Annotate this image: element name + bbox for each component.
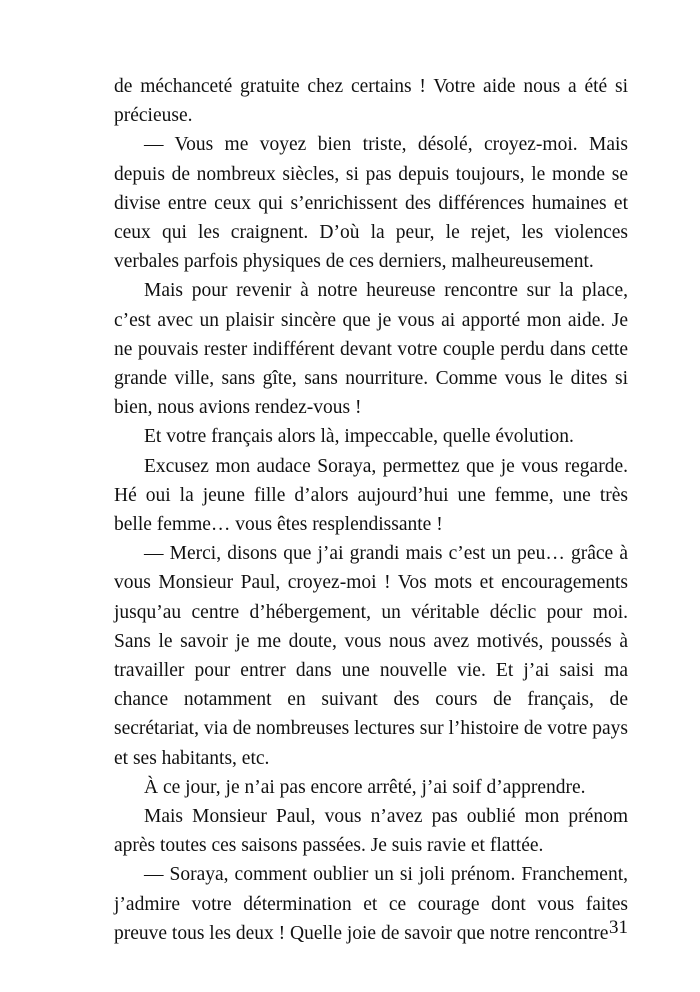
paragraph: Mais pour revenir à notre heureuse rencontre sur la place, c’est avec un plaisir sincère que je vous ai apporté mon aide. Je ne pouvais rester indifférent devant votre couple perdu dans cette grande ville, sans gîte, sans nourriture. Comme vous le dites si bien, nous avions rendez-vous ! — [114, 280, 628, 419]
paragraph: de méchanceté gratuite chez certains ! Votre aide nous a été si précieuse. — [114, 76, 628, 127]
paragraph: Excusez mon audace Soraya, permettez que je vous regarde. Hé oui la jeune fille d’alors aujourd’hui une femme, une très belle femme… vous êtes resplendissante ! — [114, 455, 628, 536]
paragraph: — Soraya, comment oublier un si joli prénom. Franchement, j’admire votre détermination et ce courage dont vous faites preuve tous les deux ! Quelle joie de savoir que notre rencontre — [114, 864, 628, 944]
page-number: 31 — [609, 917, 628, 938]
paragraph: — Vous me voyez bien triste, désolé, croyez-moi. Mais depuis de nombreux siècles, si pas depuis toujours, le monde se divise entre ceux qui s’enrichissent des différences humaines et ceux qui les craignent. D’où la peur, le rejet, les violences verbales parfois physiques de ces derniers, malheureusement. — [114, 134, 628, 273]
paragraph: Mais Monsieur Paul, vous n’avez pas oublié mon prénom après toutes ces saisons passées. Je suis ravie et flattée. — [114, 806, 628, 857]
body-text — [114, 72, 628, 948]
paragraph: Et votre français alors là, impeccable, quelle évolution. — [144, 426, 574, 448]
paragraph: — Merci, disons que j’ai grandi mais c’est un peu… grâce à vous Monsieur Paul, croyez-moi ! Vos mots et encouragements jusqu’au centre d’hébergement, un véritable déclic pour moi. Sans le savoir je me doute, vous nous avez motivés, poussés à travailler pour entrer dans une nouvelle vie. Et j’ai saisi ma chance notamment en suivant des cours de français, de secrétariat, via de nombreuses lectures sur l’histoire de votre pays et ses habitants, etc. — [114, 543, 628, 769]
paragraph: À ce jour, je n’ai pas encore arrêté, j’ai soif d’apprendre. — [144, 776, 586, 798]
